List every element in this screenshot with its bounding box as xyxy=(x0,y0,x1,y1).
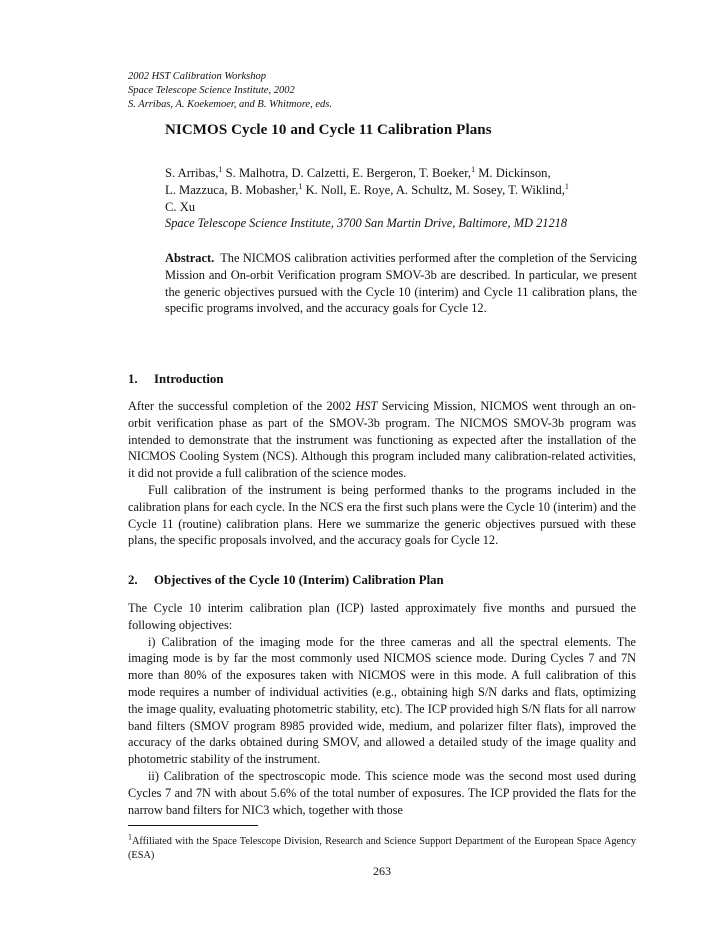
author-text: L. Mazzuca, B. Mobasher, xyxy=(165,183,299,197)
header-line-editors: S. Arribas, A. Koekemoer, and B. Whitmore, eds. xyxy=(128,99,332,110)
header-line-workshop: 2002 HST Calibration Workshop xyxy=(128,71,266,82)
paragraph: Full calibration of the instrument is being performed thanks to the programs included in the calibration plans for each cycle. In the NCS era the first such plans were the Cycle 10 (interim) and the Cycle 11 (routine) calibration plans. Here we summarize the generic objectives pursued with these plans, the specific proposals involved, and the accuracy goals for Cycle 12. xyxy=(128,482,636,548)
paragraph: ii) Calibration of the spectroscopic mode. This science mode was the second most used during Cycles 7 and 7N with about 5.6% of the total number of exposures. The ICP provided the flats for the narrow band filters for NIC3 which, together with those xyxy=(128,768,636,817)
author-text: K. Noll, E. Roye, A. Schultz, M. Sosey, T. Wiklind, xyxy=(302,183,565,197)
section-title: Introduction xyxy=(154,372,224,386)
abstract xyxy=(165,250,637,317)
running-header xyxy=(128,70,332,112)
paragraph-text: Servicing Mission, NICMOS went through an on-orbit verification phase as part of the SMOV-3b program. The NICMOS SMOV-3b program was intended to demonstrate that the instrument was functioning as expected after the installation of the NICMOS Cooling System (NCS). Although this program included many calibration-related activities, it did not provide a full calibration of the science modes. xyxy=(128,399,636,481)
header-line-institute: Space Telescope Science Institute, 2002 xyxy=(128,85,295,96)
affiliation-mark: 1 xyxy=(564,181,569,191)
affiliation-mark: 1 xyxy=(298,181,303,191)
footnote-text: Affiliated with the Space Telescope Division, Research and Science Support Department of the European Space Agency (ESA) xyxy=(128,836,636,861)
section-body-cycle10-objectives xyxy=(128,600,636,818)
section-heading-introduction xyxy=(128,372,223,387)
author-text: S. Arribas, xyxy=(165,166,219,180)
section-heading-cycle10-objectives xyxy=(128,573,444,588)
section-number: 2. xyxy=(128,573,138,587)
section-body-introduction xyxy=(128,398,636,549)
emphasis-text: HST xyxy=(355,399,378,413)
author-text: C. Xu xyxy=(165,200,196,214)
author-list xyxy=(165,165,640,216)
paragraph-text: After the successful completion of the 2002 xyxy=(128,399,356,413)
abstract-text: The NICMOS calibration activities performed after the completion of the Servicing Mission and On-orbit Verification program SMOV-3b are described. In particular, we present the generic objectives pursued with the Cycle 10 (interim) and Cycle 11 calibration plans, the specific programs involved, and the accuracy goals for Cycle 12. xyxy=(165,251,637,316)
abstract-label: Abstract. xyxy=(165,251,215,265)
author-text: S. Malhotra, D. Calzetti, E. Bergeron, T. Boeker, xyxy=(222,166,472,180)
author-affiliation: Space Telescope Science Institute, 3700 San Martin Drive, Baltimore, MD 21218 xyxy=(165,216,568,230)
paragraph xyxy=(128,398,636,482)
paper-title: NICMOS Cycle 10 and Cycle 11 Calibration Plans xyxy=(165,122,492,138)
section-number: 1. xyxy=(128,372,138,386)
footnote-mark: 1 xyxy=(128,832,132,842)
author-text: M. Dickinson, xyxy=(475,166,551,180)
paragraph: i) Calibration of the imaging mode for the three cameras and all the spectral elements. The imaging mode is by far the most commonly used NICMOS science mode. During Cycles 7 and 7N more than 80% of the exposures taken with NICMOS were in this mode. A full calibration of this mode requires a number of individual activities (e.g., obtaining high S/N darks and flats, optimizing the image quality, evaluating photometric stability, etc). The ICP provided high S/N flats for all narrow band filters (SMOV program 8985 provided wide, medium, and polarizer filter flats), improved the accuracy of the darks obtained during SMOV, and allowed a detailed study of the image quality and photometric stability of the instrument. xyxy=(128,634,636,767)
footnote xyxy=(128,832,636,863)
affiliation-mark: 1 xyxy=(218,164,223,174)
page-number: 263 xyxy=(373,864,391,878)
paragraph: The Cycle 10 interim calibration plan (ICP) lasted approximately five months and pursued the following objectives: xyxy=(128,601,636,632)
section-title: Objectives of the Cycle 10 (Interim) Calibration Plan xyxy=(154,573,444,587)
footnote-rule xyxy=(128,825,258,826)
affiliation-mark: 1 xyxy=(471,164,476,174)
